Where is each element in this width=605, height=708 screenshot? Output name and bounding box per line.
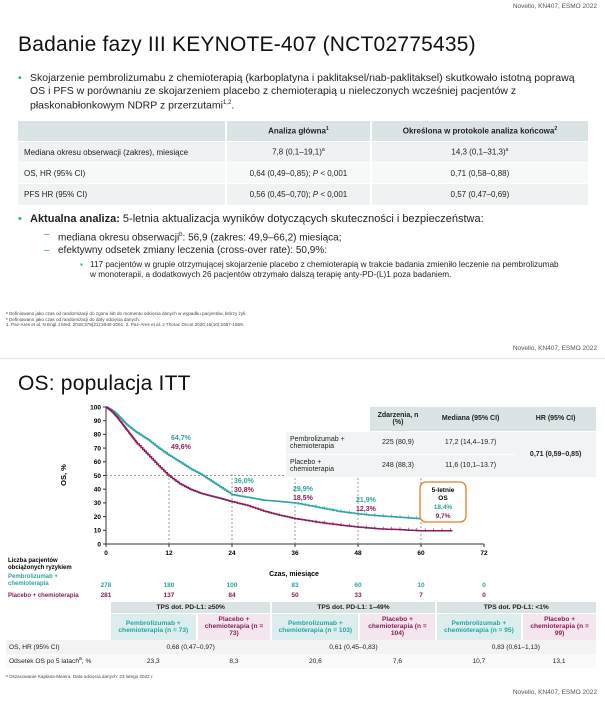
dash-icon: – [44, 245, 50, 256]
summary-corner [286, 407, 370, 431]
cell-value: 0,56 (0,45–0,70); [249, 189, 313, 199]
tps-os5: 23,3 [110, 654, 197, 668]
footnote: 1. Paz-Ares et al. N Engl J Med. 2018;379(21):2040-2051. 2. Paz-Ares et al. J Thorac Oncol 2020;15(10):1657-1669. [6, 322, 244, 328]
risk-label-pem-l1: Pembrolizumab + [8, 574, 58, 580]
events-cell: 248 (88,3) [370, 454, 426, 477]
y-tick-label: 60 [93, 459, 101, 467]
risk-count-pla: 281 [100, 592, 112, 599]
risk-label-pem [8, 574, 60, 587]
y-tick-label: 90 [93, 418, 101, 425]
tps-table [6, 602, 596, 668]
tps-os5: 7,6 [359, 654, 435, 668]
cell: 0,57 (0,47–0,69) [371, 184, 588, 205]
followup-ref: b [179, 232, 183, 238]
crossover-detail: 117 pacjentów w grupie otrzymującej skojarzenie placebo z chemioterapią w trakcie badania zmieniło leczenie na pembrolizumab w monoterapii, a dodatkowych 26 pacjentów otrzymało dalszą terapię anty-PD-(L)1 poza badaniem. [90, 260, 559, 279]
results-col-final-text: Określona w protokole analiza końcowa [402, 126, 555, 136]
tps-arm-pem: Pembrolizumab + chemioterapia (n = 95) [436, 613, 523, 640]
results-col-primary-ref: 1 [325, 126, 329, 133]
median-cell: 17,2 (14,4–19.7) [426, 431, 515, 454]
summary-col-hr: HR (95% CI) [515, 407, 596, 431]
os5-row-label [6, 654, 110, 668]
tps-group: TPS dot. PD-L1: 1–49% [271, 602, 435, 613]
y-tick-label: 20 [93, 513, 101, 521]
cell-p: P [312, 168, 319, 178]
annotation-pla: 12,3% [356, 506, 376, 513]
summary-table [286, 407, 596, 478]
cell-ref: a [321, 147, 325, 154]
risk-table-title-l1: Liczba pacjentów [8, 558, 58, 564]
risk-count-pla: 7 [419, 592, 423, 599]
y-tick-label: 80 [93, 431, 101, 439]
tps-corner [6, 602, 110, 613]
tps-hr: 0,83 (0,61–1,13) [436, 640, 596, 654]
annotation-pla: 18,5% [293, 495, 313, 502]
cell-value: 0,64 (0,49–0,85); [249, 168, 313, 178]
cell-p: P [312, 189, 319, 199]
tps-os5: 8,3 [197, 654, 272, 668]
results-col-primary-text: Analiza główna [268, 126, 326, 136]
five-year-pla: 9,7% [435, 513, 451, 520]
hr-value: 0,71 (0,59–0,85) [529, 450, 582, 458]
hr-row-label: OS, HR (95% CI) [6, 640, 110, 654]
risk-count-pem: 278 [100, 582, 112, 589]
table-row [6, 640, 596, 654]
source-citation-slide2: Novello, KN407, ESMO 2022 [512, 689, 597, 696]
risk-count-pla: 137 [163, 592, 175, 599]
row-label: Mediana okresu obserwacji (zakres), miesiące [18, 142, 226, 163]
results-col-final-ref: 2 [554, 126, 558, 133]
y-tick-label: 70 [93, 445, 101, 453]
os5-label-ref: a [79, 656, 82, 663]
x-tick-label: 0 [104, 550, 108, 557]
os5-label-text: Odsetek OS po 5 latach [9, 658, 80, 666]
annotation-pem: 29,9% [293, 486, 313, 493]
tps-hr: 0,61 (0,45–0,83) [271, 640, 435, 654]
risk-rows [101, 582, 487, 599]
y-tick-label: 50 [93, 472, 101, 480]
tps-os5: 20,6 [271, 654, 359, 668]
os5-label-unit: , % [81, 658, 92, 666]
cell-value: 7,8 (0,1–19,1) [272, 147, 322, 157]
five-year-box [420, 482, 466, 522]
footnote: ᵇ Definiowano jako czas od randomizacji do daty odcięcia danych. [6, 316, 141, 322]
current-analysis-text: 5-letnia aktualizacja wyników dotyczących skuteczności i bezpieczeństwa: [119, 213, 484, 225]
table-row [286, 431, 596, 454]
tps-arm-pla: Placebo + chemioterapia (n = 73) [197, 613, 272, 640]
footnote: ᵃ Definiowano jako czas od randomizacji do zgonu lub do momentu odcięcia danych w wypadku pacjentów, którzy żyli. [6, 311, 247, 316]
main-bullet-ref: 1,2 [222, 100, 232, 106]
followup-text: mediana okresu obserwacji [58, 232, 180, 244]
followup-text-end: : 56,9 (zakres: 49,9–66,2) miesiąca; [182, 232, 342, 244]
y-tick-label: 0 [97, 541, 101, 549]
y-axis-label: OS, % [59, 464, 68, 486]
risk-count-pem: 180 [163, 582, 175, 589]
x-tick-label: 36 [291, 550, 299, 557]
cell-value-p: < 0,001 [318, 168, 348, 178]
x-tick-label: 60 [417, 550, 425, 557]
tps-os5: 13,1 [522, 654, 596, 668]
summary-col-events: Zdarzenia, n (%) [370, 407, 426, 431]
median-cell: 11,6 (10,1–13.7) [426, 454, 515, 477]
x-tick-label: 72 [480, 550, 488, 557]
five-year-box-title [432, 487, 455, 494]
risk-count-pla: 84 [228, 592, 236, 599]
y-tick-label: 100 [90, 404, 101, 412]
risk-count-pem: 10 [417, 582, 425, 589]
y-tick-label: 40 [93, 486, 101, 494]
five-year-pem: 18,4% [433, 504, 453, 511]
risk-label-pla: Placebo + chemioterapia [8, 593, 79, 599]
bullet-icon: ▪ [80, 260, 83, 269]
x-tick-label: 12 [165, 550, 173, 557]
x-axis-label: Czas, miesiące [269, 571, 319, 578]
five-year-box-title-os: OS [438, 495, 448, 502]
tps-arm-pem: Pembrolizumab + chemioterapia (n = 73) [110, 613, 197, 640]
cell-ref: a [505, 147, 509, 154]
annotation-pla: 30,8% [234, 487, 254, 494]
tps-hr: 0,68 (0,47–0,97) [110, 640, 271, 654]
x-tick-label: 48 [354, 550, 362, 557]
risk-count-pem: 100 [226, 582, 238, 589]
risk-table-title-l2: obciążonych ryzykiem [8, 565, 72, 571]
dash-icon: – [44, 229, 50, 240]
row-label: PFS HR (95% CI) [18, 184, 226, 205]
slide2-title: OS: populacja ITT [18, 372, 191, 395]
source-citation: Novello, KN407, ESMO 2022 [512, 3, 597, 10]
hr-cell [515, 431, 596, 477]
row-label: OS, HR (95% CI) [18, 163, 226, 184]
arm-label: Pembrolizumab + chemioterapia [286, 431, 370, 454]
five-year-box-title-line: 5-letnie [431, 487, 455, 494]
annotation-pem: 36,0% [234, 478, 254, 485]
summary-col-median: Mediana (95% CI) [426, 407, 515, 431]
y-tick-label: 30 [93, 500, 101, 508]
slide2-footnote: ᵃ Oszacowanie Kaplana-Meiera. Data odcięcia danych: 23 lutego 2022 r. [6, 674, 154, 679]
arm-label: Placebo + chemioterapia [286, 454, 370, 477]
tps-arm-pla: Placebo + chemioterapia (n = 104) [359, 613, 435, 640]
cell-value: 14,3 (0,1–31,3) [451, 147, 506, 157]
current-analysis-bold: Aktualna analiza: [30, 213, 120, 225]
y-tick-label: 10 [93, 527, 101, 535]
tps-os5: 10,7 [436, 654, 523, 668]
risk-label-pem-l2: chemioterapia [8, 581, 49, 587]
annotation-pla: 49,6% [171, 444, 191, 451]
source-citation-bottom: Novello, KN407, ESMO 2022 [512, 345, 597, 352]
risk-count-pem: 0 [482, 582, 486, 589]
risk-count-pla: 33 [354, 592, 362, 599]
cell: 0,71 (0,58–0,88) [371, 163, 588, 184]
risk-count-pem: 60 [354, 582, 362, 589]
risk-count-pem: 83 [291, 582, 299, 589]
risk-table-title [8, 558, 72, 571]
events-cell: 225 (80,9) [370, 431, 426, 454]
main-bullet-end: . [231, 99, 235, 112]
risk-count-pla: 0 [482, 592, 486, 599]
tps-arm-pla: Placebo + chemioterapia (n = 99) [522, 613, 596, 640]
tps-group: TPS dot. PD-L1: ≥50% [110, 602, 271, 613]
main-bullet-text: Skojarzenie pembrolizumabu z chemioterapią (karboplatyna i paklitaksel/nab-paklitaksel) skutkowało istotną poprawą OS i PFS w porównaniu ze skojarzeniem placebo z chemioterapią u nieleczonych wcześniej pacjentów z płaskonabłonkowym NDRP z przerzutami [30, 72, 575, 112]
tps-group: TPS dot. PD-L1: <1% [436, 602, 596, 613]
tps-corner [6, 613, 110, 640]
table-row [6, 654, 596, 668]
tps-arm-pem: Pembrolizumab + chemioterapia (n = 103) [271, 613, 359, 640]
slide-title: Badanie fazy III KEYNOTE-407 (NCT02775435) [18, 33, 476, 56]
crossover-item: efektywny odsetek zmiany leczenia (cross-over rate): 50,9%: [58, 245, 327, 256]
annotation-pem: 21,9% [356, 497, 376, 504]
x-tick-label: 24 [228, 550, 236, 557]
risk-count-pla: 50 [291, 592, 299, 599]
annotation-pem: 64,7% [171, 435, 191, 442]
cell-value-p: < 0,001 [318, 189, 348, 199]
